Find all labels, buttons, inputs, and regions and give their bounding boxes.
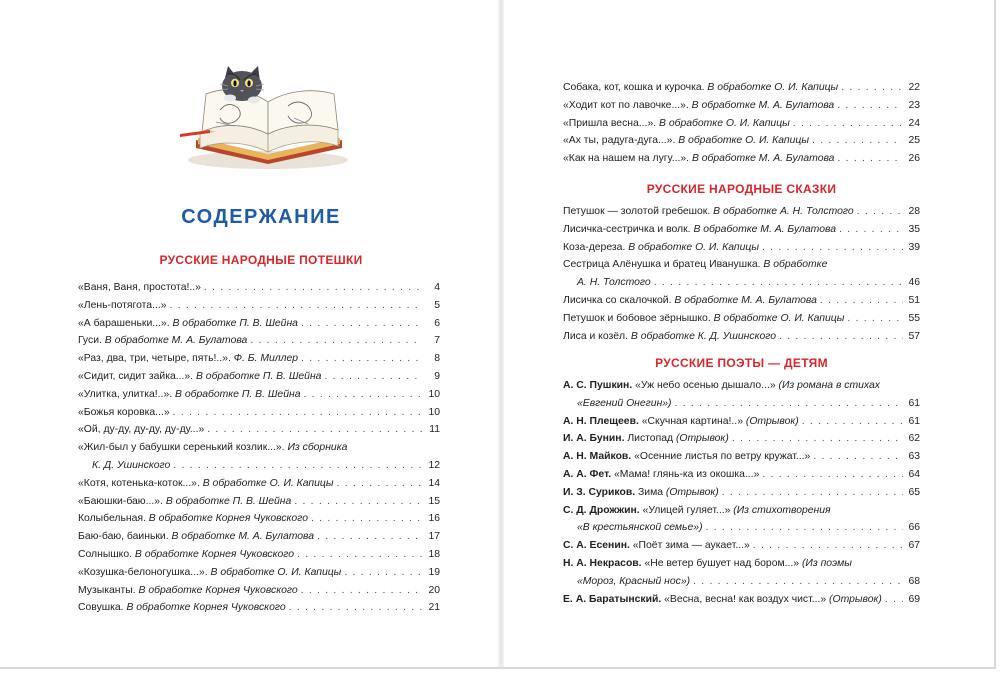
dot-leader (732, 430, 903, 448)
page-number: 51 (908, 294, 920, 306)
toc-entry[interactable] (563, 484, 920, 502)
dot-leader (311, 510, 423, 528)
entry-work: «Поёт зима — аукает...» (632, 540, 750, 552)
page-number: 12 (428, 459, 440, 471)
toc-entry[interactable] (78, 439, 440, 457)
entry-author: Е. А. Баратынский. (563, 593, 665, 605)
page-number: 11 (429, 424, 440, 436)
entry-work: «Жил-был у бабушки серенький козлик...». (78, 442, 288, 454)
entry-credit: (Отрывок) (745, 415, 799, 427)
toc-entry-continued (563, 519, 920, 537)
dot-leader (344, 564, 423, 582)
dot-leader (706, 519, 903, 537)
entry-title-continued (563, 573, 690, 591)
entry-work: «Не ветер бушует над бором...» (644, 557, 802, 569)
toc-entry[interactable] (78, 582, 440, 600)
entry-title (563, 203, 854, 221)
entry-title (78, 297, 167, 315)
entry-credit: В обработке П. В. Шейна (165, 495, 292, 507)
dot-leader (173, 457, 423, 475)
toc-entry[interactable] (78, 493, 440, 511)
entry-title (78, 332, 247, 350)
entry-title (78, 279, 201, 297)
entry-work: «Ах ты, радуга-дуга...». (563, 135, 679, 147)
entry-author: А. А. Фет. (563, 468, 615, 480)
entry-title (78, 582, 298, 600)
dot-leader (301, 315, 423, 333)
page-number: 25 (908, 135, 920, 147)
dot-leader (837, 150, 903, 168)
entry-work: Петушок и бобовое зёрнышко. (563, 312, 714, 324)
toc-list (78, 279, 440, 617)
entry-author: А. С. Пушкин. (563, 380, 636, 391)
entry-title (563, 591, 882, 609)
dot-leader (337, 475, 423, 493)
toc-entry-continued (78, 457, 440, 475)
page-number: 55 (908, 312, 920, 324)
toc-entry[interactable] (563, 502, 920, 520)
dot-leader (762, 466, 903, 484)
entry-credit: (Из стихотворения (733, 504, 831, 516)
entry-title (563, 259, 827, 270)
entry-author: И. З. Суриков. (563, 486, 638, 498)
entry-title (78, 510, 308, 528)
dot-leader (793, 115, 903, 133)
entry-title (563, 292, 817, 310)
toc-entry[interactable] (78, 386, 440, 404)
dot-leader (885, 591, 903, 609)
page-number: 65 (908, 486, 920, 498)
toc-entry[interactable] (563, 115, 920, 133)
dot-leader (820, 292, 903, 310)
entry-title-continued (563, 274, 651, 292)
toc-list (563, 377, 920, 608)
page-number: 10 (428, 388, 440, 400)
dot-leader (324, 368, 423, 386)
entry-title-continued (563, 395, 672, 413)
dot-leader (301, 350, 423, 368)
entry-title (78, 350, 298, 368)
page-title: СОДЕРЖАНИЕ (181, 206, 341, 228)
page-number: 16 (428, 513, 440, 525)
toc-entry[interactable] (563, 430, 920, 448)
entry-credit: В обработке О. И. Капицы (707, 82, 839, 93)
toc-entry[interactable] (78, 404, 440, 422)
dot-leader (813, 448, 903, 466)
toc-entry[interactable] (78, 279, 440, 297)
page-number: 10 (428, 406, 440, 418)
page-number: 15 (428, 495, 440, 507)
entry-work: Петушок — золотой гребешок. (563, 206, 714, 217)
entry-work: «Баюшки-баю...». (78, 495, 166, 507)
entry-work: Лисичка-сестричка и волк. (563, 223, 694, 235)
entry-title-continued (78, 457, 170, 475)
toc-entry[interactable] (78, 528, 440, 546)
entry-credit: В обработке П. В. Шейна (172, 317, 298, 329)
entry-work: «А барашеньки...». (78, 317, 173, 329)
page-number: 46 (908, 277, 920, 289)
entry-credit: В обработке О. И. Капицы (202, 477, 334, 489)
entry-author: Н. А. Некрасов. (563, 557, 645, 569)
page-number: 35 (908, 223, 920, 235)
toc-entry[interactable] (78, 475, 440, 493)
entry-author: И. А. Бунин. (563, 433, 628, 445)
entry-work: «Лень-потягота...» (78, 299, 167, 311)
page-number: 9 (434, 370, 440, 382)
entry-work: Солнышко. (78, 548, 135, 560)
page-number: 17 (428, 531, 440, 543)
entry-title (563, 328, 776, 346)
toc-entry-continued (563, 274, 920, 292)
dot-leader (675, 395, 903, 413)
entry-title (563, 537, 750, 555)
entry-work: «Ходит кот по лавочке...». (563, 99, 692, 111)
entry-title (78, 475, 334, 493)
entry-title (78, 404, 170, 422)
entry-work: Листопад (627, 433, 676, 445)
entry-title (563, 380, 880, 391)
entry-credit: «В крестьянской семье») (577, 522, 703, 534)
toc-entry[interactable] (563, 150, 920, 168)
entry-work: «Ой, ду-ду, ду-ду, ду-ду...» (78, 424, 205, 436)
entry-credit: (Отрывок) (665, 486, 719, 498)
entry-author: С. Д. Дрожжин. (563, 504, 643, 516)
dot-leader (303, 386, 423, 404)
page-number: 14 (428, 477, 440, 489)
entry-work: «Раз, два, три, четыре, пять!..». (78, 353, 234, 365)
toc-entry[interactable] (563, 377, 920, 395)
entry-credit: (Из романа в стихах (778, 380, 880, 391)
entry-credit: В обработке О. И. Капицы (210, 566, 342, 578)
toc-entry[interactable] (563, 221, 920, 239)
entry-work: «Божья коровка...» (78, 406, 170, 418)
page-number: 69 (908, 593, 920, 605)
toc-entry[interactable] (78, 350, 440, 368)
book-spine (498, 0, 504, 667)
dot-leader (857, 203, 903, 221)
entry-work: Лисичка со скалочкой. (563, 294, 675, 306)
page-number: 61 (908, 415, 920, 427)
toc-entry[interactable] (78, 510, 440, 528)
page-number: 4 (434, 282, 440, 293)
entry-credit: В обработке М. А. Булатова (691, 153, 835, 165)
entry-credit: В обработке М. А. Булатова (691, 99, 835, 111)
dot-leader (654, 274, 903, 292)
entry-title (563, 558, 852, 569)
entry-title (563, 132, 809, 150)
entry-credit: (Отрывок) (675, 433, 729, 445)
dot-leader (294, 493, 423, 511)
cat-reading-book-icon (176, 60, 356, 172)
toc-entry-continued (563, 395, 920, 413)
toc-entry[interactable] (563, 132, 920, 150)
toc-entry-continued (563, 573, 920, 591)
entry-work: «Пришла весна...». (563, 117, 660, 129)
entry-work: «Как на нашем на лугу...». (563, 153, 692, 165)
page-number: 26 (908, 153, 920, 165)
toc-entry[interactable] (78, 332, 440, 350)
entry-title (563, 79, 838, 97)
entry-credit: В обработке Корнея Чуковского (138, 584, 298, 596)
entry-title (563, 239, 759, 257)
entry-credit: В обработке (763, 259, 828, 271)
entry-credit: В обработке М. А. Булатова (693, 223, 836, 235)
entry-title (78, 528, 314, 546)
page-number: 57 (908, 330, 920, 342)
entry-credit: В обработке О. И. Капицы (659, 117, 790, 129)
entry-work: «Сидит, сидит зайка...». (78, 370, 196, 382)
entry-title (563, 97, 834, 115)
page-number: 63 (908, 451, 920, 463)
entry-credit: А. Н. Толстого (577, 277, 651, 289)
entry-title-continued (563, 519, 703, 537)
page-number: 39 (908, 241, 920, 253)
entry-title (78, 564, 341, 582)
entry-title (78, 368, 321, 386)
entry-credit: Ф. Б. Миллер (233, 353, 299, 365)
entry-work: «Весна, весна! как воздух чист...» (664, 593, 830, 605)
entry-author: А. Н. Майков. (563, 451, 635, 463)
entry-work: «Осенние листья по ветру кружат...» (634, 451, 811, 463)
entry-work: Баю-баю, баиньки. (78, 531, 172, 543)
entry-credit: В обработке М. А. Булатова (104, 335, 248, 347)
entry-credit: В обработке Корнея Чуковского (148, 513, 308, 525)
entry-credit: В обработке П. В. Шейна (195, 370, 322, 382)
toc-entry[interactable] (563, 203, 920, 221)
section-heading: РУССКИЕ ПОЭТЫ — ДЕТЯМ (655, 356, 828, 370)
page-number: 61 (908, 397, 920, 409)
toc-entry[interactable] (563, 466, 920, 484)
entry-work: Собака, кот, кошка и курочка. (563, 82, 708, 93)
entry-title (563, 430, 729, 448)
toc-entry[interactable] (78, 421, 440, 439)
entry-credit: В обработке Корнея Чуковского (126, 602, 286, 614)
entry-credit: В обработке М. А. Булатова (674, 294, 817, 306)
page-number: 7 (434, 335, 440, 347)
toc-entry[interactable] (563, 555, 920, 573)
entry-credit: В обработке О. И. Капицы (678, 135, 810, 147)
entry-title (78, 386, 300, 404)
toc-entry[interactable] (563, 537, 920, 555)
dot-leader (301, 582, 423, 600)
toc-entry[interactable] (563, 310, 920, 328)
entry-work: «Мама! глянь-ка из окошка...» (614, 468, 760, 480)
entry-credit: Из сборника (287, 442, 348, 454)
entry-work: «Улитка, улитка!..». (78, 388, 175, 400)
entry-credit: К. Д. Ушинского (92, 459, 171, 471)
page-number: 23 (908, 99, 920, 111)
entry-title (78, 599, 286, 617)
dot-leader (812, 132, 903, 150)
toc-list (563, 79, 920, 168)
dot-leader (847, 310, 903, 328)
toc-entry[interactable] (563, 256, 920, 274)
dot-leader (250, 332, 423, 350)
toc-entry[interactable] (563, 413, 920, 431)
entry-work: Зима (637, 486, 666, 498)
dot-leader (841, 79, 903, 97)
entry-work: Музыканты. (78, 584, 139, 596)
entry-work: Сестрица Алёнушка и братец Иванушка. (563, 259, 764, 271)
entry-work: Гуси. (78, 335, 105, 347)
page-number: 64 (908, 468, 920, 480)
entry-work: «Ваня, Ваня, простота!..» (78, 282, 201, 293)
dot-leader (289, 599, 423, 617)
page-number: 20 (428, 584, 440, 596)
dot-leader (207, 421, 423, 439)
entry-credit: В обработке О. И. Капицы (713, 312, 845, 324)
toc-entry[interactable] (78, 297, 440, 315)
toc-entry[interactable] (78, 368, 440, 386)
entry-author: С. А. Есенин. (563, 540, 633, 552)
dot-leader (317, 528, 423, 546)
toc-list (563, 203, 920, 345)
page-number: 8 (434, 353, 440, 365)
entry-title (563, 150, 834, 168)
page-number: 21 (428, 602, 440, 614)
page-number: 18 (428, 548, 440, 560)
dot-leader (204, 279, 423, 297)
page-number: 67 (908, 540, 920, 552)
dot-leader (762, 239, 903, 257)
toc-entry[interactable] (78, 599, 440, 617)
entry-work: «Котя, котенька-коток...». (78, 477, 203, 489)
entry-credit: В обработке А. Н. Толстого (713, 206, 854, 217)
entry-title (78, 421, 204, 439)
entry-work: «Козушка-белоногушка...». (78, 566, 211, 578)
toc-entry[interactable] (563, 448, 920, 466)
entry-title (78, 315, 298, 333)
dot-leader (722, 484, 903, 502)
entry-work: Лиса и козёл. (563, 330, 631, 342)
entry-credit: «Евгений Онегин») (577, 397, 672, 409)
page-number: 28 (908, 206, 920, 217)
dot-leader (173, 404, 423, 422)
entry-title (563, 310, 844, 328)
toc-entry[interactable] (78, 546, 440, 564)
entry-credit: В обработке П. В. Шейна (175, 388, 301, 400)
toc-entry[interactable] (78, 564, 440, 582)
entry-title (563, 448, 810, 466)
page-number: 19 (428, 566, 440, 578)
entry-title (563, 466, 759, 484)
entry-credit: (Из поэмы (801, 557, 852, 569)
toc-entry[interactable] (563, 239, 920, 257)
dot-leader (170, 297, 423, 315)
entry-credit: «Мороз, Красный нос») (577, 575, 691, 587)
entry-title (563, 484, 719, 502)
page-number: 24 (908, 117, 920, 129)
entry-credit: В обработке К. Д. Ушинского (630, 330, 777, 342)
section-heading: РУССКИЕ НАРОДНЫЕ ПОТЕШКИ (159, 253, 363, 267)
entry-title (563, 221, 836, 239)
entry-work: Коза-дереза. (563, 241, 629, 253)
entry-work: Колыбельная. (78, 513, 149, 525)
page-number: 66 (908, 522, 920, 534)
entry-work: Совушка. (78, 602, 127, 614)
dot-leader (779, 328, 903, 346)
entry-title (563, 413, 799, 431)
page-number: 6 (434, 317, 440, 329)
page-number: 68 (908, 575, 920, 587)
dot-leader (837, 97, 903, 115)
entry-title (563, 505, 831, 516)
dot-leader (693, 573, 903, 591)
toc-entry[interactable] (563, 328, 920, 346)
dot-leader (753, 537, 903, 555)
entry-work: «Уж небо осенью дышало...» (635, 380, 779, 391)
toc-entry[interactable] (563, 97, 920, 115)
entry-credit: В обработке М. А. Булатова (171, 531, 315, 543)
entry-work: «Скучная картина!..» (641, 415, 746, 427)
toc-entry[interactable] (563, 292, 920, 310)
entry-credit: В обработке О. И. Капицы (628, 241, 759, 253)
section-heading: РУССКИЕ НАРОДНЫЕ СКАЗКИ (646, 182, 837, 196)
entry-title (78, 442, 347, 453)
entry-title (78, 493, 291, 511)
toc-entry[interactable] (563, 79, 920, 97)
page-number: 22 (908, 82, 920, 93)
entry-work: «Улицей гуляет...» (642, 504, 734, 516)
toc-entry[interactable] (78, 315, 440, 333)
entry-title (78, 546, 294, 564)
dot-leader (839, 221, 903, 239)
entry-title (563, 115, 790, 133)
dot-leader (802, 413, 903, 431)
dot-leader (297, 546, 423, 564)
entry-author: А. Н. Плещеев. (563, 415, 642, 427)
toc-entry[interactable] (563, 591, 920, 609)
page-number: 5 (434, 299, 440, 311)
entry-credit: (Отрывок) (829, 593, 882, 605)
entry-credit: В обработке Корнея Чуковского (134, 548, 295, 560)
page-number: 62 (908, 433, 920, 445)
